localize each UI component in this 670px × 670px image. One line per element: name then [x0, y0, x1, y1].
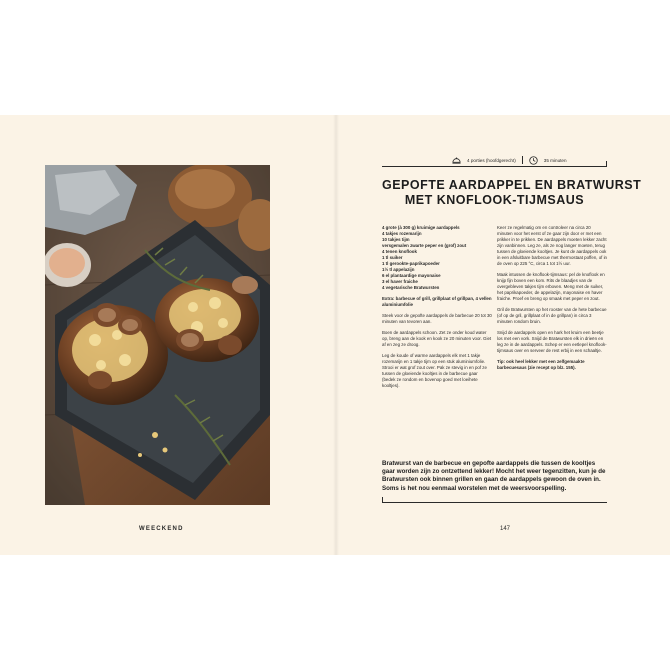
section-label: WEECKEND: [139, 526, 184, 532]
ingredient: 1 tl suiker: [382, 255, 403, 260]
clock-icon: [529, 156, 538, 165]
step-paragraph: Maak intussen de knoflook-tijmsaus: pel de knoflook en knijp fijn boven een kom. Rits de blaadjes van de overgebleven takjes tijm erboven. Meng met de suiker, het paprikapoeder, de appelazijn, mayonaise en haver fraiche. Proef en breng op smaak met peper en zout.: [497, 272, 605, 301]
step-paragraph: Steek voor de gepofte aardappels de barbecue 20 tot 30 minuten van tevoren aan.: [382, 313, 492, 324]
cloche-icon: [452, 156, 461, 165]
ingredient: 1 tl gerookte-paprikapoeder: [382, 261, 440, 266]
ingredient: versgemalen zwarte peper en (grof) zout: [382, 243, 467, 248]
book-spread: [0, 115, 670, 555]
title-line: GEPOFTE AARDAPPEL EN BRATWURST: [382, 178, 642, 192]
extra-equipment: Extra: barbecue of grill, grillplaat of grillpan, 4 vellen aluminiumfolie: [382, 296, 492, 307]
step-paragraph: Boen de aardappels schoon. Zet ze onder koud water op, breng aan de kook en kook ze 20 minuten voor. Giet af en zeg ze droog.: [382, 330, 492, 347]
portions-text: 4 porties (hoofdgerecht): [467, 157, 516, 163]
ingredient: 4 takjes rozemarijn: [382, 231, 422, 236]
recipe-photo: [45, 165, 270, 505]
ingredient: 6 el plantaardige mayonaise: [382, 273, 441, 278]
recipe-tip: Tip: ook heel lekker met een zelfgemaakte barbecuesaus (zie recept op blz. 155).: [497, 359, 585, 370]
left-column: [382, 225, 492, 394]
bottom-rule: [382, 502, 607, 503]
step-paragraph: Snijd de aardappels open en hark het kruim een beetje los met een vork. Snijd de Bratwursten elk in drieën en leg ze in de aardappels. Schep er een eetlepel knoflook-tijmsaus over en serveer de rest erbij in een schaaltje.: [497, 330, 607, 353]
ingredient: 4 tenen knoflook: [382, 249, 417, 254]
right-column: [497, 225, 607, 376]
step-paragraph: Gril de Bratwursten op het rooster van de hete barbecue (of op de gril, grillplaat of in de grillpan) in circa 3 minuten rondom bruin.: [497, 307, 607, 324]
recipe-title: [382, 178, 642, 207]
book-gutter: [333, 115, 339, 555]
page-number: 147: [500, 526, 511, 532]
time-text: 35 minuten: [543, 157, 567, 163]
ingredient: 4 vegetarische Bratwursten: [382, 285, 440, 290]
ingredient: 10 takjes tijm: [382, 237, 410, 242]
recipe-intro: Bratwurst van de barbecue en gepofte aardappels die tussen de kooltjes gaar worden zijn zo ontzettend lekker! Mocht het weer tegenzitten, kun je de Bratwursten ook binnen grillen en gaan de aardappels gewoon de oven in. Soms is het nou eenmaal worstelen met de weersvoorspelling.: [382, 460, 606, 492]
ingredient: 3 el haver fraiche: [382, 279, 418, 284]
meta-divider: [522, 156, 523, 164]
step-paragraph: Keer ze regelmatig om en controleer na circa 20 minuten voor het eerst of ze gaar zijn door er met een prikker in te prikken. De aardappels moeten lekker zacht zijn vanbinnen. Leg ze, als ze nog langer moeten, terug tussen de gloeiende kooltjes. Je kunt de aardappels ook in een afsluitbare barbecue met thermostaat poffen, of in de oven op 225 °C, circa 1 tot 1½ uur.: [497, 225, 607, 266]
recipe-meta: [452, 153, 612, 167]
ingredient: 1½ tl appelazijn: [382, 267, 415, 272]
ingredient: 4 grote (à 300 g) kruimige aardappels: [382, 225, 460, 230]
top-rule: [382, 166, 607, 167]
step-paragraph: Leg de koude of warme aardappels elk met 1 takje rozemarijn en 1 takje tijm op een stuk aluminiumfolie. Strooi er wat grof zout over. Pak ze stevig in en pof ze tussen de gloeiende kooltjes in de barbecue gaar (bedek ze rondom en bovenop goed met loeihete kooltjes).: [382, 353, 487, 388]
title-line: MET KNOFLOOK-TIJMSAUS: [404, 192, 585, 207]
ingredient-list: [382, 225, 492, 291]
